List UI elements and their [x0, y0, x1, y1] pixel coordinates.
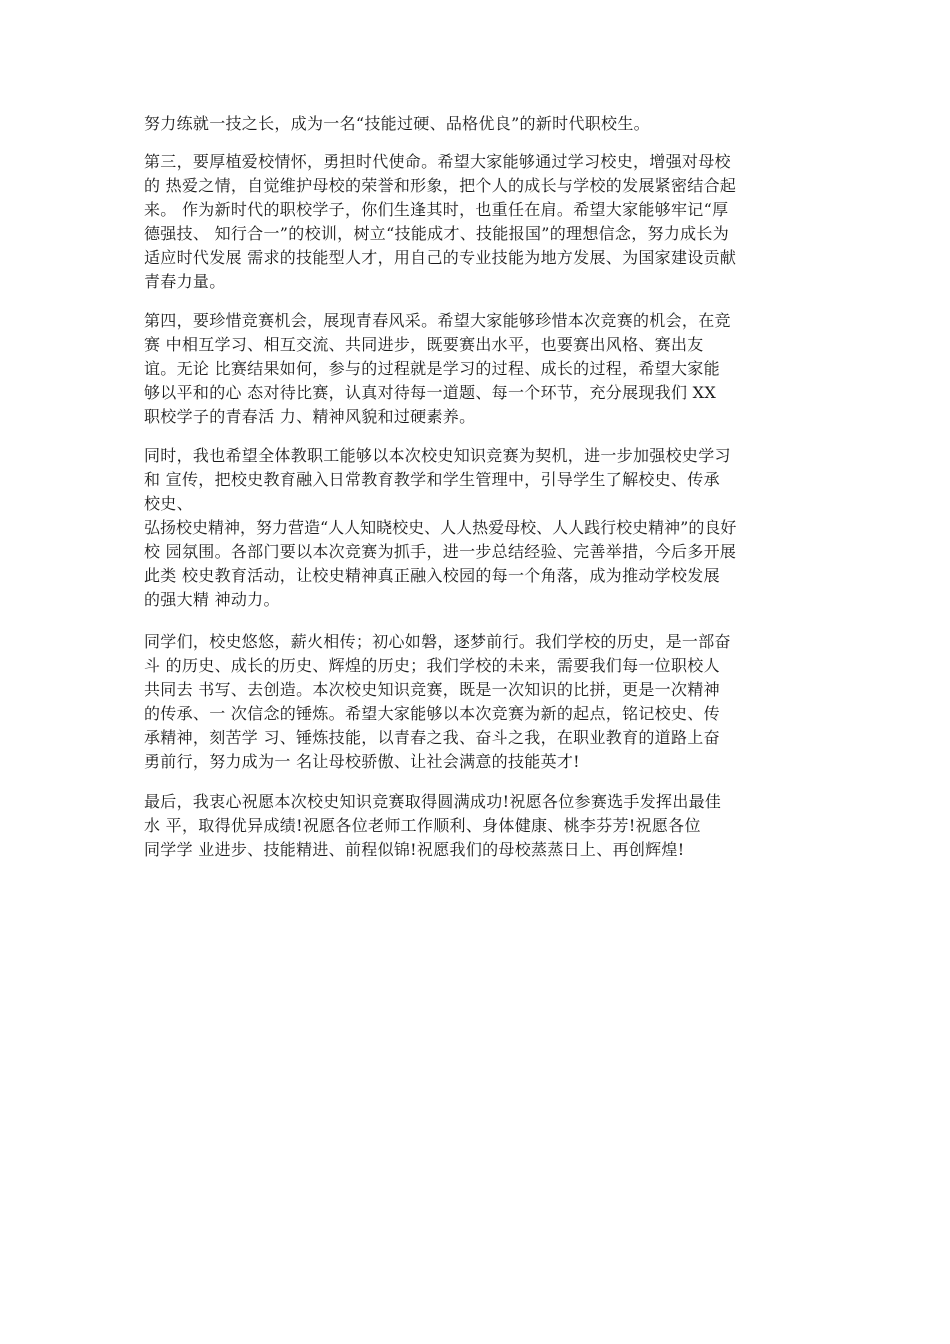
paragraph-line: 青春力量。	[144, 272, 226, 291]
paragraph-line: 勇前行，努力成为一 名让母校骄傲、让社会满意的技能英才!	[144, 752, 580, 771]
paragraph-line: 第四，要珍惜竞赛机会，展现青春风采。希望大家能够珍惜本次竞赛的机会，在竞	[144, 311, 731, 330]
paragraph-line: 最后，我衷心祝愿本次校史知识竞赛取得圆满成功!祝愿各位参赛选手发挥出最佳	[144, 792, 722, 811]
paragraph-final-wishes	[144, 790, 794, 862]
paragraph-line: 校 园氛围。各部门要以本次竞赛为抓手，进一步总结经验、完善举措，今后多开展	[144, 542, 737, 561]
paragraph-skill-closing	[144, 112, 794, 136]
paragraph-line: 赛 中相互学习、相互交流、共同进步，既要赛出水平，也要赛出风格、赛出友	[144, 335, 704, 354]
paragraph-line: 德强技、 知行合一”的校训，树立“技能成才、技能报国”的理想信念，努力成长为	[144, 224, 730, 243]
paragraph-staff-hope	[144, 444, 794, 612]
paragraph-third-point	[144, 150, 794, 294]
paragraph-line: 的 热爱之情，自觉维护母校的荣誉和形象，把个人的成长与学校的发展紧密结合起	[144, 176, 737, 195]
paragraph-line: 的传承、一 次信念的锤炼。希望大家能够以本次竞赛为新的起点，铭记校史、传	[144, 704, 720, 723]
paragraph-fourth-point	[144, 309, 794, 429]
paragraph-line: 共同去 书写、去创造。本次校史知识竞赛，既是一次知识的比拼，更是一次精神	[144, 680, 720, 699]
paragraph-line: 校史、	[144, 494, 193, 513]
paragraph-line: 水 平，取得优异成绩!祝愿各位老师工作顺利、身体健康、桃李芬芳!祝愿各位	[144, 816, 701, 835]
paragraph-line: 谊。无论 比赛结果如何，参与的过程就是学习的过程、成长的过程，希望大家能	[144, 359, 720, 378]
paragraph-line: 适应时代发展 需求的技能型人才，用自己的专业技能为地方发展、为国家建设贡献	[144, 248, 737, 267]
paragraph-line: 此类 校史教育活动，让校史精神真正融入校园的每一个角落，成为推动学校发展	[144, 566, 720, 585]
paragraph-line: 同学们，校史悠悠，薪火相传；初心如磐，逐梦前行。我们学校的历史，是一部奋	[144, 632, 731, 651]
paragraph-line: 弘扬校史精神，努力营造“人人知晓校史、人人热爱母校、人人践行校史精神”的良好	[144, 518, 737, 537]
paragraph-line: 来。 作为新时代的职校学子，你们生逢其时，也重任在肩。希望大家能够牢记“厚	[144, 200, 729, 219]
paragraph-students-address	[144, 630, 794, 774]
paragraph-line: 职校学子的青春活 力、精神风貌和过硬素养。	[144, 407, 476, 426]
paragraph-line: 同学学 业进步、技能精进、前程似锦!祝愿我们的母校蒸蒸日上、再创辉煌!	[144, 840, 685, 859]
paragraph-line: 第三，要厚植爱校情怀，勇担时代使命。希望大家能够通过学习校史，增强对母校	[144, 152, 731, 171]
paragraph-line: 够以平和的心 态对待比赛，认真对待每一道题、每一个环节，充分展现我们 XX	[144, 383, 717, 402]
paragraph-line: 同时，我也希望全体教职工能够以本次校史知识竞赛为契机，进一步加强校史学习	[144, 446, 731, 465]
paragraph-line: 和 宣传，把校史教育融入日常教育教学和学生管理中，引导学生了解校史、传承	[144, 470, 720, 489]
paragraph-line: 承精神，刻苦学 习、锤炼技能，以青春之我、奋斗之我，在职业教育的道路上奋	[144, 728, 720, 747]
paragraph-line: 的强大精 神动力。	[144, 590, 280, 609]
paragraph-line: 斗 的历史、成长的历史、辉煌的历史；我们学校的未来，需要我们每一位职校人	[144, 656, 720, 675]
paragraph-line: 努力练就一技之长，成为一名“技能过硬、品格优良”的新时代职校生。	[144, 114, 650, 133]
